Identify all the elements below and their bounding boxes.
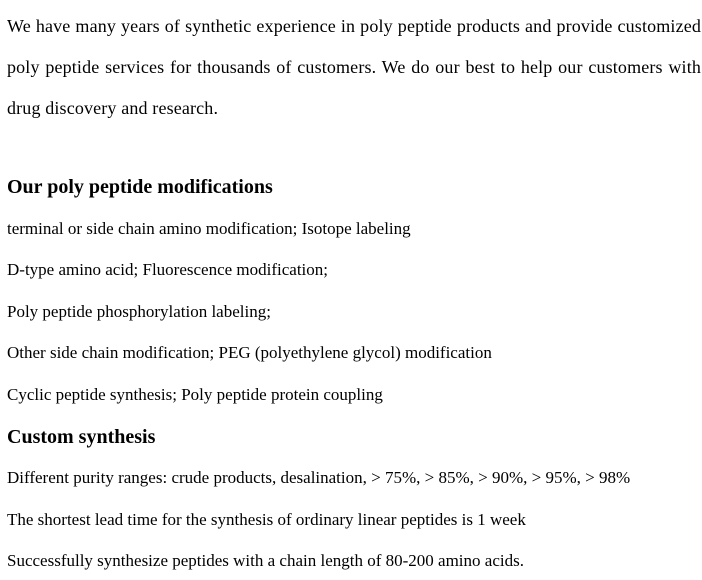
synthesis-item: Successfully synthesize peptides with a chain length of 80-200 amino acids. bbox=[7, 551, 524, 570]
modification-item: D-type amino acid; Fluorescence modification; bbox=[7, 260, 329, 279]
modification-item: Poly peptide phosphorylation labeling; bbox=[7, 302, 271, 321]
modifications-heading: Our poly peptide modifications bbox=[7, 176, 273, 198]
intro-paragraph: We have many years of synthetic experience in poly peptide products and provide customized poly peptide services for thousands of customers. We do our best to help our customers with drug discovery and research. bbox=[7, 16, 701, 118]
custom-synthesis-heading: Custom synthesis bbox=[7, 426, 156, 448]
modification-item: Other side chain modification; PEG (polyethylene glycol) modification bbox=[7, 343, 492, 362]
synthesis-item: Different purity ranges: crude products, desalination, > 75%, > 85%, > 90%, > 95%, > 98% bbox=[7, 468, 631, 487]
modification-item: Cyclic peptide synthesis; Poly peptide protein coupling bbox=[7, 385, 383, 404]
modification-item: terminal or side chain amino modification; Isotope labeling bbox=[7, 219, 411, 238]
synthesis-item: The shortest lead time for the synthesis of ordinary linear peptides is 1 week bbox=[7, 510, 526, 529]
